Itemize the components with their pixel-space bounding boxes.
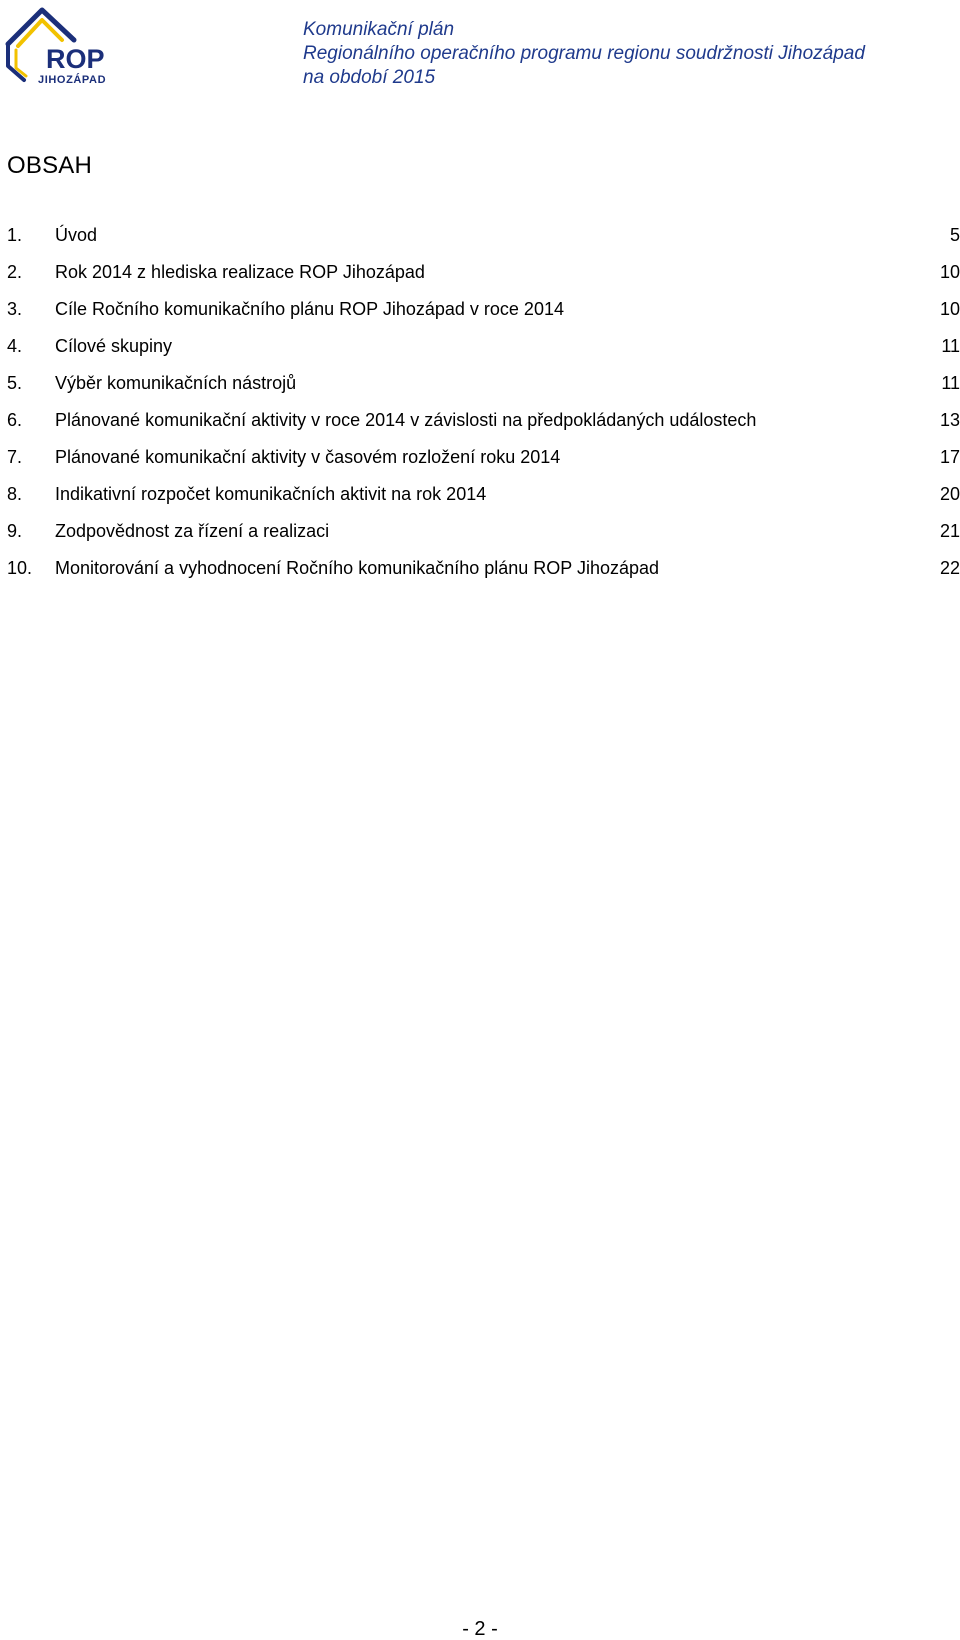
- toc-entry-number: 2.: [7, 262, 23, 282]
- toc-entry-page: 11: [941, 336, 960, 356]
- toc-entry-title: Výběr komunikačních nástrojů: [55, 373, 297, 393]
- toc-entry-number: 1.: [7, 225, 23, 245]
- rop-jihozapad-logo: [4, 6, 118, 88]
- toc-entry-page: 10: [939, 262, 960, 282]
- toc-entry-page: 11: [941, 373, 960, 393]
- toc-entry-number: 7.: [7, 447, 23, 467]
- toc-entry-title: Monitorování a vyhodnocení Ročního komunikačního plánu ROP Jihozápad: [55, 558, 660, 578]
- header-title: Komunikační plán: [303, 19, 455, 40]
- toc-entry-title: Plánované komunikační aktivity v časovém rozložení roku 2014: [55, 447, 561, 467]
- toc-entry-title: Plánované komunikační aktivity v roce 2014 v závislosti na předpokládaných událostech: [55, 410, 757, 430]
- toc-entry-number: 3.: [7, 299, 23, 319]
- toc-entry[interactable]: [7, 261, 960, 298]
- toc-entry-page: 13: [939, 410, 960, 430]
- toc-entry[interactable]: [7, 372, 960, 409]
- svg-text:ROP: ROP: [46, 44, 105, 74]
- rop-logo-graphic: [4, 6, 118, 88]
- toc-entry-page: 17: [939, 447, 960, 467]
- toc-entry-number: 10.: [7, 558, 33, 578]
- toc-entry-page: 21: [939, 521, 960, 541]
- toc-entry-page: 22: [939, 558, 960, 578]
- toc-entry-title: Rok 2014 z hlediska realizace ROP Jihozápad: [55, 262, 425, 282]
- toc-entry-title: Úvod: [55, 225, 98, 245]
- toc-entry-number: 9.: [7, 521, 23, 541]
- svg-text:JIHOZÁPAD: JIHOZÁPAD: [38, 74, 107, 86]
- header-program: Regionálního operačního programu regionu soudržnosti Jihozápad: [303, 43, 865, 64]
- toc-entry-page: 10: [939, 299, 960, 319]
- toc-heading: OBSAH: [7, 152, 93, 179]
- toc-entry[interactable]: [7, 483, 960, 520]
- toc-entry[interactable]: [7, 409, 960, 446]
- toc-entry-title: Zodpovědnost za řízení a realizaci: [55, 521, 330, 541]
- toc-entry-number: 8.: [7, 484, 23, 504]
- toc-entry-number: 6.: [7, 410, 23, 430]
- toc-entry[interactable]: [7, 557, 960, 594]
- header-period: na období 2015: [303, 67, 436, 88]
- toc-entry[interactable]: [7, 224, 960, 261]
- toc-entry-page: 20: [939, 484, 960, 504]
- toc-entry[interactable]: [7, 298, 960, 335]
- toc-entry-number: 4.: [7, 336, 23, 356]
- page-number: - 2 -: [462, 1618, 498, 1640]
- toc-entry[interactable]: [7, 446, 960, 483]
- toc-entry-page: 5: [949, 225, 960, 245]
- toc-entry-title: Cílové skupiny: [55, 336, 173, 356]
- toc-entry-title: Cíle Ročního komunikačního plánu ROP Jihozápad v roce 2014: [55, 299, 564, 319]
- toc-entry[interactable]: [7, 520, 960, 557]
- toc-entry-number: 5.: [7, 373, 23, 393]
- toc-entry-title: Indikativní rozpočet komunikačních aktivit na rok 2014: [55, 484, 487, 504]
- table-of-contents: [7, 224, 960, 594]
- toc-entry[interactable]: [7, 335, 960, 372]
- document-header: [303, 18, 865, 90]
